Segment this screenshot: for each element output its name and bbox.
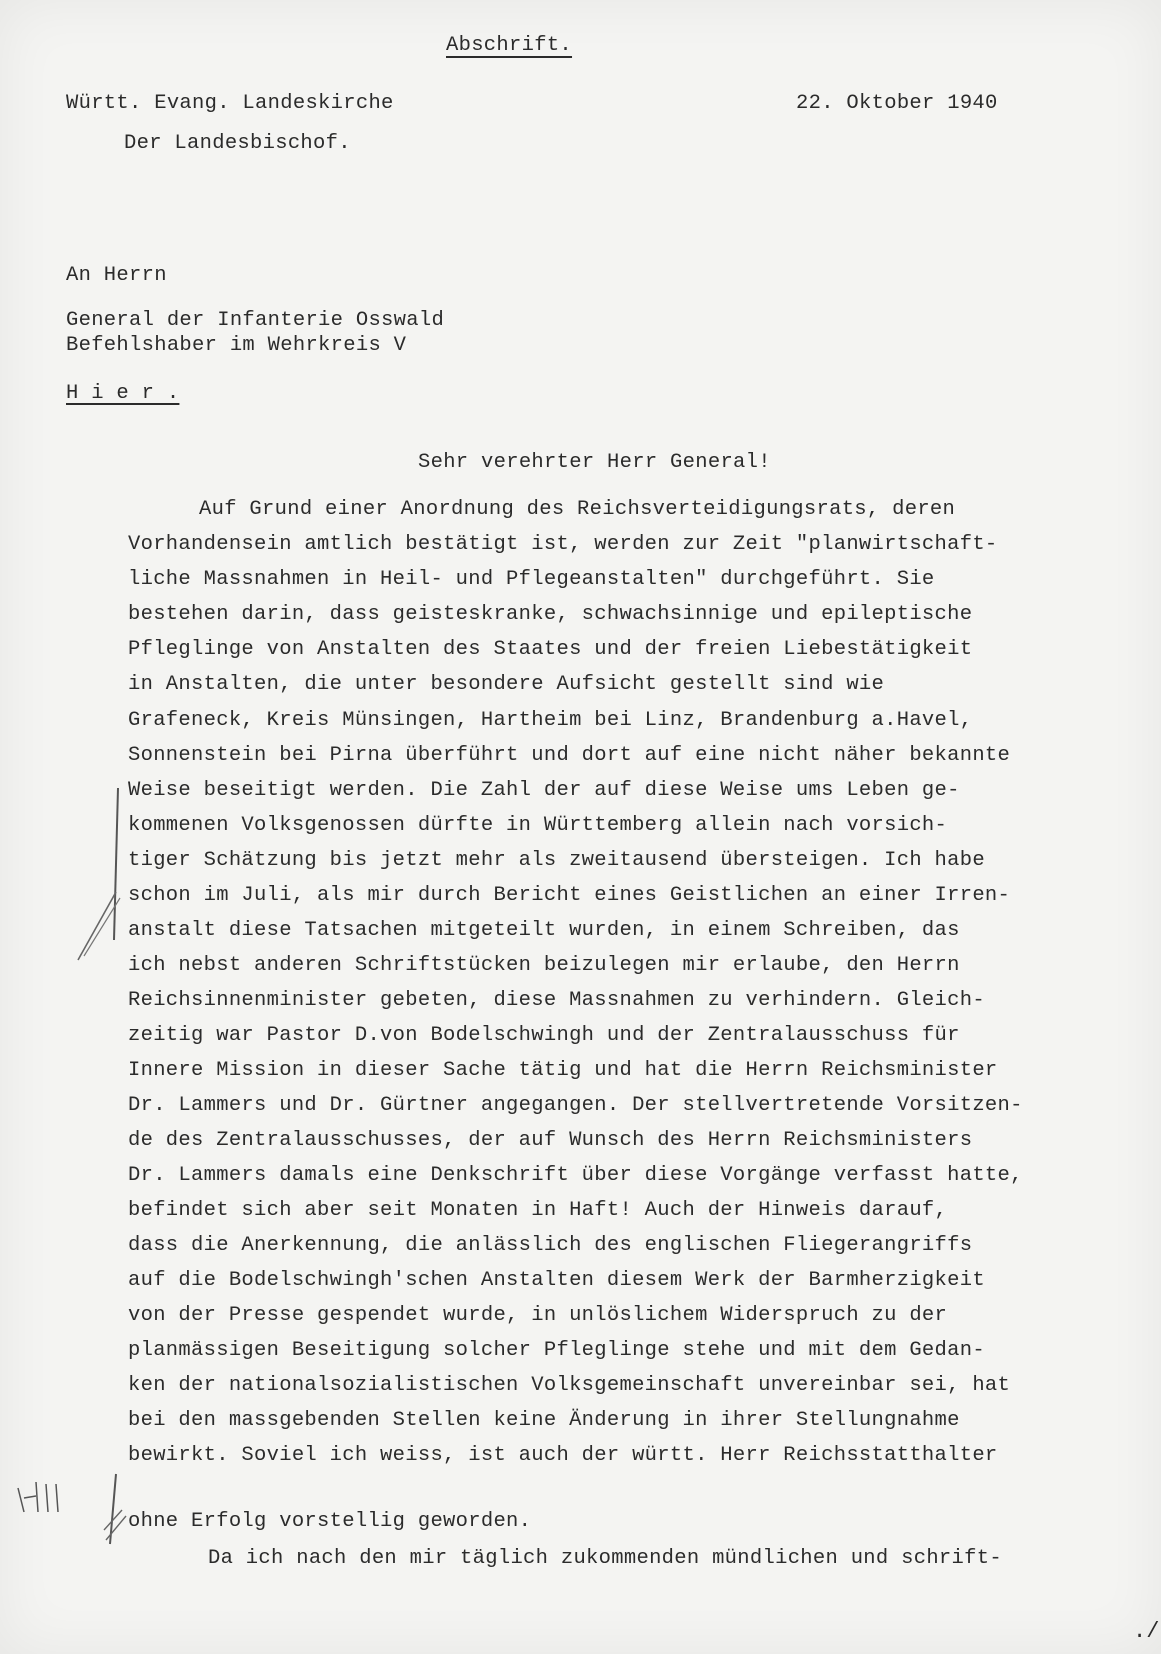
margin-handwritten-mark (14, 1478, 74, 1518)
body-line: de des Zentralausschusses, der auf Wunsch des Herrn Reichsministers (128, 1129, 973, 1152)
recipient-line-1: General der Infanterie Osswald (66, 309, 445, 332)
sender-office: Der Landesbischof. (124, 132, 351, 155)
sender-organization: Württ. Evang. Landeskirche (66, 92, 394, 115)
body-line: bei den massgebenden Stellen keine Änderung in ihrer Stellungnahme (128, 1409, 960, 1432)
recipient-salutation: An Herrn (66, 264, 167, 287)
body-line: planmässigen Beseitigung solcher Pfleglinge stehe und mit dem Gedan- (128, 1339, 985, 1362)
body-line: Pfleglinge von Anstalten des Staates und der freien Liebestätigkeit (128, 638, 973, 661)
body-line: befindet sich aber seit Monaten in Haft! Auch der Hinweis darauf, (128, 1199, 948, 1222)
recipient-line-2: Befehlshaber im Wehrkreis V (66, 334, 407, 357)
body-line: ken der nationalsozialistischen Volksgemeinschaft unvereinbar sei, hat (128, 1374, 1011, 1397)
body-line: anstalt diese Tatsachen mitgeteilt wurden, in einem Schreiben, das (128, 919, 960, 942)
body-line: zeitig war Pastor D.von Bodelschwingh und der Zentralausschuss für (128, 1024, 960, 1047)
body-line: Dr. Lammers und Dr. Gürtner angegangen. Der stellvertretende Vorsitzen- (128, 1094, 1023, 1117)
greeting: Sehr verehrter Herr General! (418, 451, 771, 474)
body-line: auf die Bodelschwingh'schen Anstalten diesem Werk der Barmherzigkeit (128, 1269, 985, 1292)
body-line-last: Da ich nach den mir täglich zukommenden mündlichen und schrift- (208, 1547, 1002, 1570)
body-line: Weise beseitigt werden. Die Zahl der auf diese Weise ums Leben ge- (128, 779, 960, 802)
recipient-place: H i e r . (66, 382, 180, 405)
body-line: von der Presse gespendet wurde, in unlöslichem Widerspruch zu der (128, 1304, 948, 1327)
document-title: Abschrift. (446, 34, 573, 57)
body-line: schon im Juli, als mir durch Bericht eines Geistlichen an einer Irren- (128, 884, 1011, 907)
body-line: Reichsinnenminister gebeten, diese Massnahmen zu verhindern. Gleich- (128, 989, 985, 1012)
body-line: ich nebst anderen Schriftstücken beizulegen mir erlaube, den Herrn (128, 954, 960, 977)
body-line: dass die Anerkennung, die anlässlich des englischen Fliegerangriffs (128, 1234, 973, 1257)
body-line: tiger Schätzung bis jetzt mehr als zweitausend übersteigen. Ich habe (128, 849, 985, 872)
margin-bracket-mark (70, 780, 130, 970)
body-line: Grafeneck, Kreis Münsingen, Hartheim bei Linz, Brandenburg a.Havel, (128, 709, 973, 732)
body-line: kommenen Volksgenossen dürfte in Württemberg allein nach vorsich- (128, 814, 948, 837)
body-line: Sonnenstein bei Pirna überführt und dort auf eine nicht näher bekannte (128, 744, 1011, 767)
margin-bracket-mark-lower (96, 1470, 136, 1550)
body-line: Auf Grund einer Anordnung des Reichsverteidigungsrats, deren (199, 498, 956, 521)
continuation-mark: ./ (1133, 1619, 1160, 1644)
letter-date: 22. Oktober 1940 (796, 92, 998, 115)
body-line: liche Massnahmen in Heil- und Pflegeanstalten" durchgeführt. Sie (128, 568, 935, 591)
body-line: ohne Erfolg vorstellig geworden. (128, 1510, 532, 1533)
body-line: bestehen darin, dass geisteskranke, schwachsinnige und epileptische (128, 603, 973, 626)
body-line: Dr. Lammers damals eine Denkschrift über diese Vorgänge verfasst hatte, (128, 1164, 1023, 1187)
body-line: bewirkt. Soviel ich weiss, ist auch der württ. Herr Reichsstatthalter (128, 1444, 998, 1467)
body-line: in Anstalten, die unter besondere Aufsicht gestellt sind wie (128, 673, 885, 696)
body-line: Innere Mission in dieser Sache tätig und hat die Herrn Reichsminister (128, 1059, 998, 1082)
body-line: Vorhandensein amtlich bestätigt ist, werden zur Zeit "planwirtschaft- (128, 533, 998, 556)
